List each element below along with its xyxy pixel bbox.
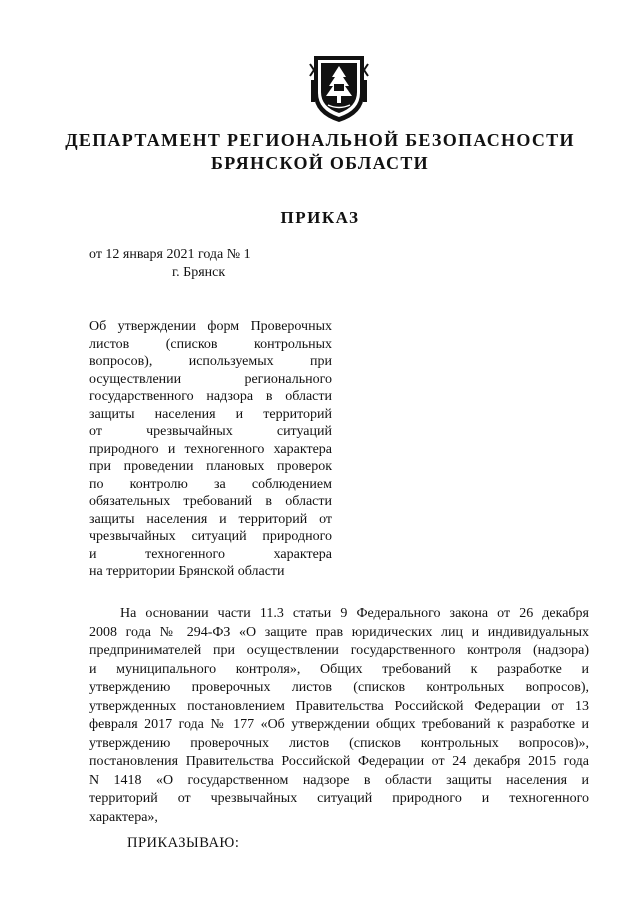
- document-subject: [89, 318, 332, 581]
- subject-line: от чрезвычайных ситуаций: [89, 424, 332, 439]
- subject-line: листов (списков контрольных: [89, 336, 332, 352]
- subject-line: вопросов), используемых при: [89, 354, 332, 369]
- body-line: и муниципального контроля», Общих требований к разработке и: [89, 661, 589, 677]
- subject-line: чрезвычайных ситуаций природного: [89, 529, 332, 544]
- body-line: утверждению проверочных листов (списков контрольных вопросов)»,: [89, 735, 589, 751]
- body-line: 2008 года № 294-ФЗ «О защите прав юридических лиц и индивидуальных: [89, 624, 589, 640]
- coat-of-arms-emblem: [308, 50, 370, 125]
- document-city: г. Брянск: [172, 265, 226, 280]
- subject-line: защиты населения и территорий от: [89, 511, 332, 527]
- subject-line: природного и техногенного характера: [89, 441, 332, 457]
- department-name-line-1: ДЕПАРТАМЕНТ РЕГИОНАЛЬНОЙ БЕЗОПАСНОСТИ: [65, 130, 575, 150]
- body-line: характера»,: [89, 809, 158, 825]
- order-heading: ПРИКАЗЫВАЮ:: [127, 835, 240, 851]
- body-line: февраля 2017 года № 177 «Об утверждении общих требований к разработке и: [89, 717, 589, 732]
- body-line: утвержденных постановлением Правительства Российской Федерации от 13: [89, 698, 589, 714]
- body-line: постановления Правительства Российской Федерации от 24 декабря 2015 года: [89, 754, 589, 769]
- subject-line: защиты населения и территорий: [89, 406, 332, 422]
- subject-line: обязательных требований в области: [89, 494, 332, 509]
- subject-line: осуществлении регионального: [89, 371, 332, 387]
- body-line: N 1418 «О государственном надзоре в области защиты населения и: [89, 772, 589, 788]
- subject-line: Об утверждении форм Проверочных: [89, 319, 332, 334]
- subject-line: при проведении плановых проверок: [89, 459, 332, 474]
- body-line: утверждению проверочных листов (списков контрольных вопросов),: [89, 680, 589, 695]
- body-line: территорий от чрезвычайных ситуаций природного и техногенного: [89, 791, 589, 806]
- subject-line: государственного надзора в области: [89, 389, 332, 404]
- department-name-line-2: БРЯНСКОЙ ОБЛАСТИ: [211, 153, 429, 173]
- document-title: ПРИКАЗ: [280, 208, 360, 227]
- body-line: На основании части 11.3 статьи 9 Федерального закона от 26 декабря: [120, 606, 589, 621]
- body-line: предпринимателей при осуществлении государственного контроля (надзора): [89, 643, 589, 658]
- document-date: от 12 января 2021 года № 1: [89, 247, 251, 262]
- subject-line: на территории Брянской области: [89, 564, 285, 579]
- document-body-paragraph: [89, 605, 589, 827]
- subject-line: и техногенного характера: [89, 546, 332, 562]
- subject-line: по контролю за соблюдением: [89, 476, 332, 492]
